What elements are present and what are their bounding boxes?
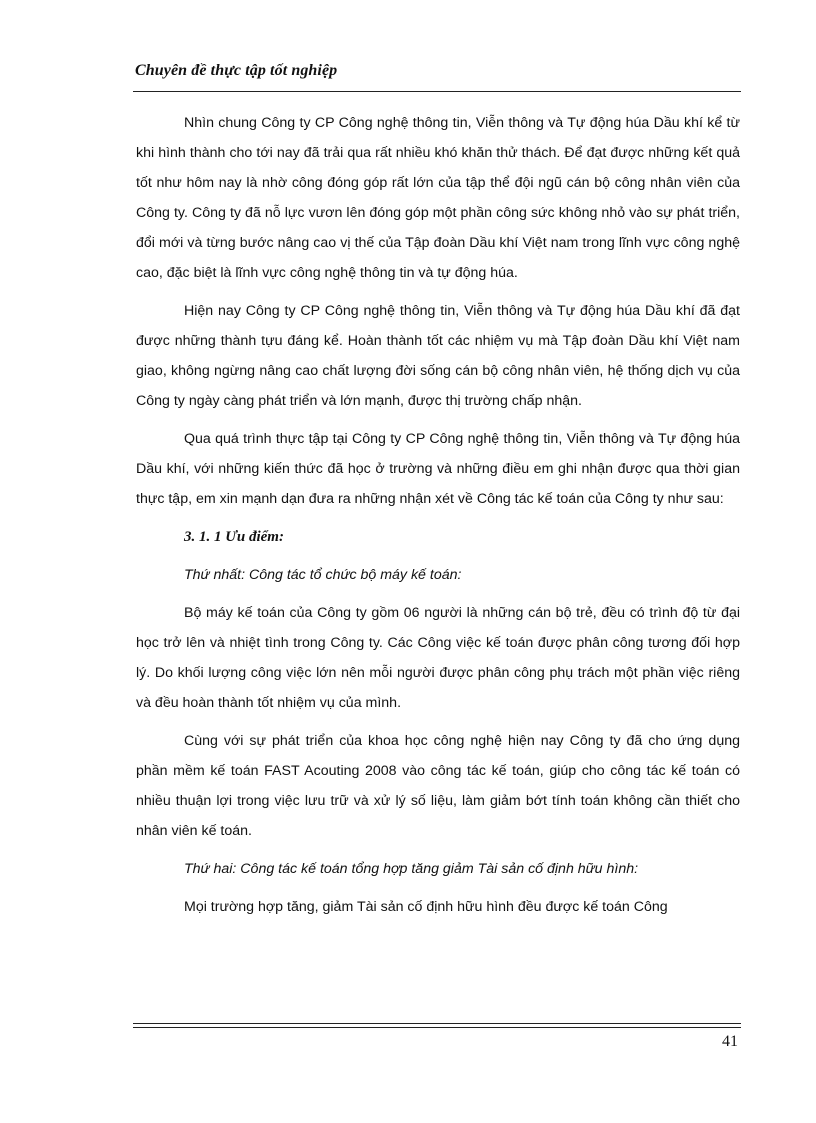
paragraph: Qua quá trình thực tập tại Công ty CP Công nghệ thông tin, Viễn thông và Tự động húa Dầu khí, với những kiến thức đã học ở trường và những điều em ghi nhận được qua thời gian thực tập, em xin mạnh dạn đưa ra những nhận xét về Công tác kế toán của Công ty như sau: xyxy=(136,431,740,507)
footer-divider xyxy=(133,1023,741,1028)
running-header: Chuyên đề thực tập tốt nghiệp xyxy=(135,62,338,79)
paragraph: Hiện nay Công ty CP Công nghệ thông tin, Viễn thông và Tự động húa Dầu khí đã đạt được những thành tựu đáng kể. Hoàn thành tốt các nhiệm vụ mà Tập đoàn Dầu khí Việt nam giao, không ngừng nâng cao chất lượng đời sống cán bộ công nhân viên, hệ thống dịch vụ của Công ty ngày càng phát triển và lớn mạnh, được thị trường chấp nhận. xyxy=(136,303,740,409)
header-divider xyxy=(133,91,741,92)
document-body xyxy=(136,108,740,930)
paragraph: Cùng với sự phát triển của khoa học công nghệ hiện nay Công ty đã cho ứng dụng phần mềm kế toán FAST Acouting 2008 vào công tác kế toán, giúp cho công tác kế toán có nhiều thuận lợi trong việc lưu trữ và xử lý số liệu, làm giảm bớt tính toán không cần thiết cho nhân viên kế toán. xyxy=(136,733,740,839)
subsection-heading: Thứ nhất: Công tác tổ chức bộ máy kế toán: xyxy=(184,567,462,583)
paragraph: Nhìn chung Công ty CP Công nghệ thông tin, Viễn thông và Tự động húa Dầu khí kể từ khi hình thành cho tới nay đã trải qua rất nhiều khó khăn thử thách. Để đạt được những kết quả tốt như hôm nay là nhờ công đóng góp rất lớn của tập thể đội ngũ cán bộ công nhân viên của Công ty. Công ty đã nỗ lực vươn lên đóng góp một phần công sức không nhỏ vào sự phát triển, đổi mới và từng bước nâng cao vị thế của Tập đoàn Dầu khí Việt nam trong lĩnh vực công nghệ cao, đặc biệt là lĩnh vực công nghệ thông tin và tự động húa. xyxy=(136,115,740,281)
paragraph: Mọi trường hợp tăng, giảm Tài sản cố định hữu hình đều được kế toán Công xyxy=(184,899,668,915)
paragraph: Bộ máy kế toán của Công ty gồm 06 người là những cán bộ trẻ, đều có trình độ từ đại học trở lên và nhiệt tình trong Công ty. Các Công việc kế toán được phân công tương đối hợp lý. Do khối lượng công việc lớn nên mỗi người được phân công phụ trách một phần việc riêng và đều hoàn thành tốt nhiệm vụ của mình. xyxy=(136,605,740,711)
page-number: 41 xyxy=(722,1033,738,1050)
section-heading: 3. 1. 1 Ưu điểm: xyxy=(184,529,284,545)
subsection-heading: Thứ hai: Công tác kế toán tổng hợp tăng giảm Tài sản cố định hữu hình: xyxy=(184,861,639,877)
